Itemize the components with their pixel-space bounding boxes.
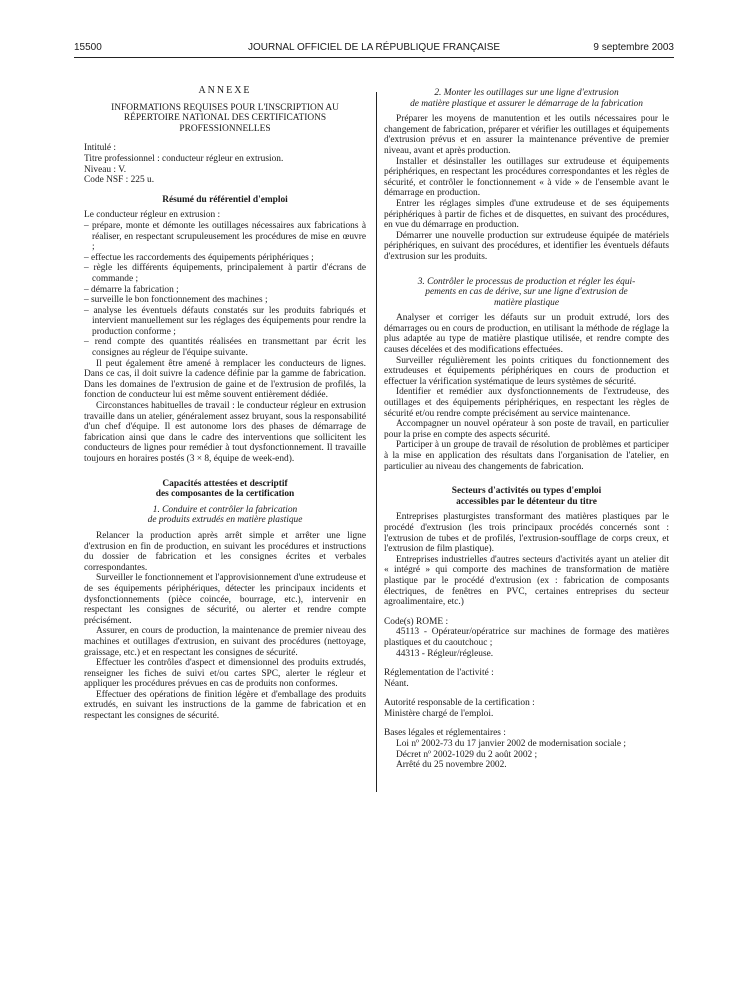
body-paragraph: Effectuer les contrôles d'aspect et dimensionnel des produits extrudés, renseigner les fiches de suivi et/ou cartes SPC, alerter le régleur et appliquer les procédures prévues en cas de produits non conformes. [84, 658, 366, 690]
list-item: – surveille le bon fonctionnement des machines ; [84, 295, 268, 306]
subsection-title: de matière plastique et assurer le démarrage de la fabrication [410, 98, 643, 109]
niveau: Niveau : V. [84, 164, 127, 175]
resume-intro: Le conducteur régleur en extrusion : [84, 210, 221, 221]
secteurs-title: Secteurs d'activités ou types d'emploi [451, 486, 602, 497]
autorite-label: Autorité responsable de la certification : [384, 698, 535, 709]
body-paragraph: Surveiller régulièrement les points critiques du fonctionnement des extrudeuses et équipements périphériques en cours de production et effectuer la vérification systématique de leurs systèmes de sécurité. [384, 355, 669, 387]
subsection-title: matière plastique [493, 297, 559, 308]
subsection-title: 2. Monter les outillages sur une ligne d'extrusion [434, 88, 619, 98]
body-paragraph: Démarrer une nouvelle production sur extrudeuse équipée de matériels périphériques, en suivant des procédures, et identifier les éventuels défauts d'extrusion sur les produits. [384, 230, 669, 262]
rome-label: Code(s) ROME : [384, 616, 449, 627]
bases-item: Décret nº 2002-1029 du 2 août 2002 ; [396, 749, 538, 760]
body-paragraph: Accompagner un nouvel opérateur à son poste de travail, en particulier pour la prise en compte des aspects sécurité. [384, 419, 669, 440]
reglementation-value: Néant. [384, 678, 409, 689]
annexe-heading: ANNEXE [198, 85, 252, 96]
resume-paragraph: Circonstances habituelles de travail : le conducteur régleur en extrusion travaille dans un atelier, généralement assez bruyant, sous la responsabilité d'un chef d'équipe. Il est autonome lors des phases de démarrage de fabrication ainsi que dans le cadre des interventions que sollicitent les conducteurs de lignes pour remédier à tout dysfonctionnement. Il travaille toujours en horaires postés (3 × 8, équipe de week-end). [84, 401, 366, 464]
code-nsf: Code NSF : 225 u. [84, 175, 155, 186]
body-paragraph: Effectuer des opérations de finition légère et d'emballage des produits extrudés, en suivant les instructions de la gamme de fabrication et en respectant les consignes de sécurité. [84, 689, 366, 722]
column-divider [376, 92, 377, 792]
resume-paragraph: Il peut également être amené à remplacer les conducteurs de lignes. Dans ce cas, il doit suivre la cadence définie par la gamme de fabrication. Dans les domaines de l'extrusion de gaine et de l'extrusion de profilés, la fonction de conducteur lui est même souvent entièrement dédiée. [84, 358, 366, 401]
body-paragraph: Entrer les réglages simples d'une extrudeuse et de ses équipements périphériques à partir de fiches et de disquettes, en suivant des procédures, en vue du démarrage en production. [384, 198, 669, 231]
body-paragraph: Préparer les moyens de manutention et les outils nécessaires pour le changement de fabrication, préparer et vérifier les outillages et équipements d'extrusion prévus et en assurer la maintenance préventive de premier niveau, avant et après production. [384, 114, 669, 156]
rome-code: 45113 - Opérateur/opératrice sur machines de formage des matières plastiques et du caoutchouc ; [384, 627, 669, 648]
body-paragraph: Entreprises industrielles d'autres secteurs d'activités ayant un atelier dit « intégré » qui comporte des machines de transformation de matière plastique par le procédé d'extrusion (ex : fabrication de composants électriques, de fenêtres en PVC, certaines entreprises du secteur agroalimentaire, etc.) [384, 554, 669, 608]
intitule-label: Intitulé : [84, 143, 117, 154]
bases-label: Bases légales et réglementaires : [384, 728, 506, 739]
capacites-title: des composantes de la certification [155, 489, 295, 500]
publication-date: 9 septembre 2003 [593, 42, 674, 53]
page-header [74, 40, 674, 56]
bases-item: Arrêté du 25 novembre 2002. [396, 760, 507, 771]
list-item: – prépare, monte et démonte les outillages nécessaires aux fabrications à réaliser, en respectant scrupuleusement les procédures de mise en œuvre ; [84, 220, 366, 253]
list-item: – effectue les raccordements des équipements périphériques ; [84, 252, 314, 263]
list-item: – analyse les éventuels défauts constatés sur les produits fabriqués et intervient manuellement sur les réglages des équipements pour rendre la production conforme ; [84, 305, 366, 337]
journal-title: JOURNAL OFFICIEL DE LA RÉPUBLIQUE FRANÇAISE [247, 42, 501, 53]
body-paragraph: Installer et désinstaller les outillages sur extrudeuse et équipements périphériques, en respectant les procédures correspondantes et les règles de sécurité, et contrôler le fonctionnement « à vide » de l'ensemble avant le démarrage en production. [384, 156, 669, 199]
body-paragraph: Analyser et corriger les défauts sur un produit extrudé, lors des démarrages ou en cours de production, en utilisant la méthode de réglage la plus adaptée au type de matière plastique utilisée, et rendre compte des causes décelées et des modifications effectuées. [384, 313, 669, 356]
body-paragraph: Surveiller le fonctionnement et l'approvisionnement d'une extrudeuse et de ses équipements périphériques, détecter les principaux incidents et dysfonctionnements (pièce coincée, bourrage, etc.), intervenir en respectant les consignes de sécurité, ou alerter et rendre compte précisément. [84, 573, 366, 626]
subsection-title: 3. Contrôler le processus de production et régler les équi- [417, 276, 636, 287]
page-number: 15500 [74, 42, 102, 53]
subsection-title: pements en cas de dérive, sur une ligne d'extrusion de [425, 287, 628, 298]
reglementation-label: Réglementation de l'activité : [384, 668, 494, 679]
list-item: – rend compte des quantités réalisées en transmettant par écrit les consignes au régleur de l'équipe suivante. [84, 337, 366, 359]
list-item: – règle les différents équipements, principalement à partir d'écrans de commande ; [84, 263, 366, 284]
list-item: – démarre la fabrication ; [84, 284, 179, 295]
subsection-title: 1. Conduire et contrôler la fabrication [152, 504, 298, 515]
secteurs-title: accessibles par le détenteur du titre [456, 496, 597, 507]
titre-professionnel: Titre professionnel : conducteur régleur en extrusion. [84, 153, 284, 164]
subsection-title: de produits extrudés en matière plastique [147, 515, 303, 526]
bases-item: Loi nº 2002-73 du 17 janvier 2002 de modernisation sociale ; [396, 739, 626, 750]
capacites-title: Capacités attestées et descriptif [162, 478, 288, 489]
body-paragraph: Assurer, en cours de production, la maintenance de premier niveau des machines et outillages d'extrusion, en suivant des procédures (nettoyage, graissage, etc.) et en respectant les consignes de sécurité. [84, 626, 366, 658]
body-paragraph: Identifier et remédier aux dysfonctionnements de l'extrudeuse, des outillages et des équipements périphériques, en respectant les règles de sécurité et/ou rendre compte précisément au service maintenance. [384, 387, 669, 419]
resume-list [84, 221, 366, 359]
body-paragraph: Entreprises plasturgistes transformant des matières plastiques par le procédé d'extrusion (les trois principaux procédés concernés sont : l'extrusion de tubes et de profilés, l'extrusion-soufflage de corps creux, et l'extrusion de film plastique). [384, 512, 669, 555]
autorite-value: Ministère chargé de l'emploi. [384, 708, 494, 719]
info-title: INFORMATIONS REQUISES POUR L'INSCRIPTION AU RÉPERTOIRE NATIONAL DES CERTIFICATIONS PROFESSIONNELLES [111, 102, 339, 134]
body-paragraph: Relancer la production après arrêt simple et arrêter une ligne d'extrusion en fin de production, en suivant les procédures et instructions du dossier de fabrication et les consignes écrites et verbales correspondantes. [84, 530, 366, 573]
left-column [84, 78, 366, 722]
header-rule [74, 57, 674, 58]
rome-code: 44313 - Régleur/régleuse. [396, 648, 494, 659]
resume-title: Résumé du référentiel d'emploi [162, 194, 288, 205]
right-column [384, 78, 669, 771]
body-paragraph: Participer à un groupe de travail de résolution de problèmes et participer à la mise en application des résultats dans l'organisation de l'atelier, en particulier au niveau des changements de fabrication. [384, 440, 669, 472]
